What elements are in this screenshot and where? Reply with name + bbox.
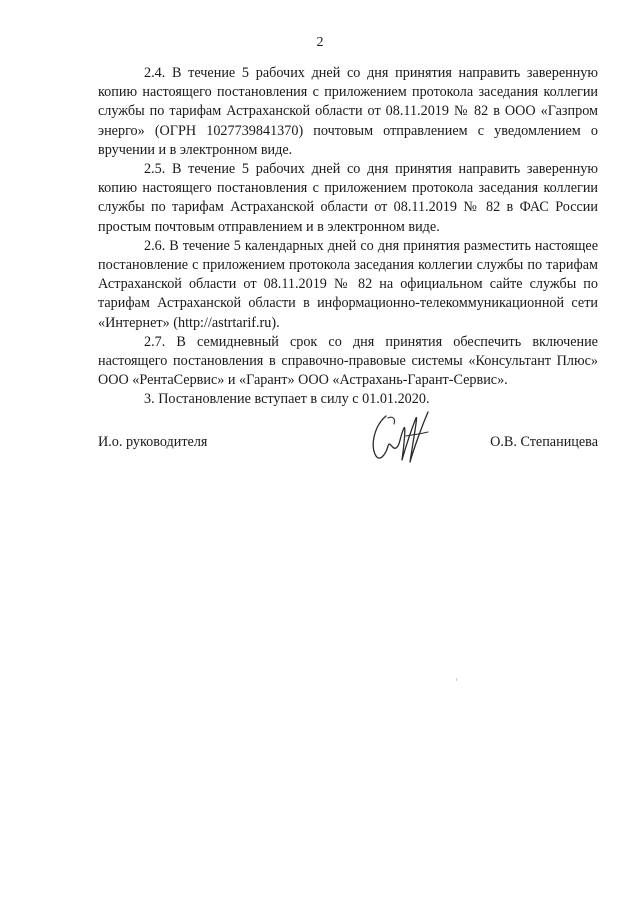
page-number: 2 [316,35,324,50]
paragraph-2-5: 2.5. В течение 5 рабочих дней со дня принятия направить заверенную копию настоящего постановления с приложением протокола заседания коллегии службы по тарифам Астраханской области от 08.11.2019 № 82 в ФАС России простым почтовым отправлением и в электронном виде. [98,161,598,235]
signatory-name: О.В. Степаницева [490,434,598,450]
paragraph-2-6: 2.6. В течение 5 календарных дней со дня принятия разместить настоящее постановление с приложением протокола заседания коллегии службы по тарифам Астраханской области от 08.11.2019 № 82 на официальном сайте службы по тарифам Астраханской области в информационно-телекоммуникационной сети «Интернет» (http://astrtarif.ru). [98,237,598,331]
scan-speck [456,678,457,681]
document-body [98,64,598,410]
paragraph-2-4: 2.4. В течение 5 рабочих дней со дня принятия направить заверенную копию настоящего постановления с приложением протокола заседания коллегии службы по тарифам Астраханской области от 08.11.2019 № 82 в ООО «Газпром энерго» (ОГРН 1027739841370) почтовым отправлением с уведомлением о вручении и в электронном виде. [98,65,598,158]
paragraph-2-7: 2.7. В семидневный срок со дня принятия обеспечить включение настоящего постановления в справочно-правовые системы «Консультант Плюс» ООО «РентаСервис» и «Гарант» ООО «Астрахань-Гарант-Сервис». [98,333,598,389]
signature-block [98,432,598,472]
paragraph-3: 3. Постановление вступает в силу с 01.01.2020. [144,391,430,408]
signatory-position: И.о. руководителя [98,434,208,450]
handwritten-signature [366,406,436,468]
